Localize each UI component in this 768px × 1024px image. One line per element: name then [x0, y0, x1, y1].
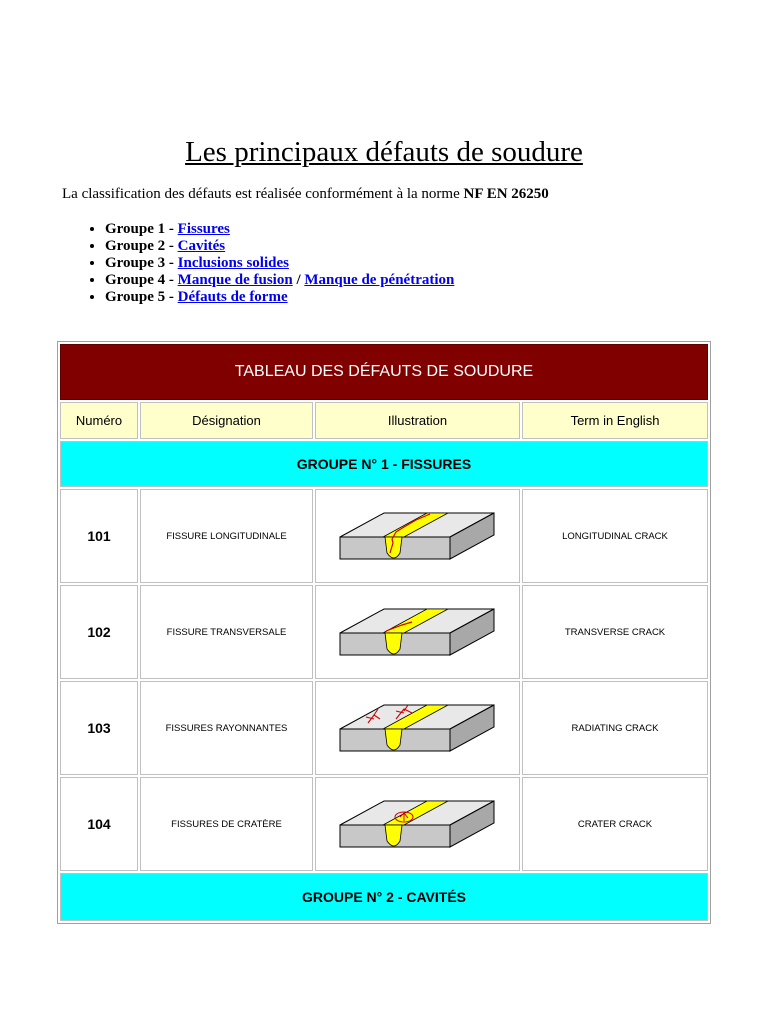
group-item-2 — [105, 238, 454, 255]
group-prefix: Groupe 5 - — [105, 289, 178, 305]
defect-english-term: LONGITUDINAL CRACK — [522, 489, 708, 583]
defect-number: 101 — [60, 489, 138, 583]
defect-english-term: RADIATING CRACK — [522, 681, 708, 775]
column-header-illustration: Illustration — [315, 402, 520, 439]
table-header: TABLEAU DES DÉFAUTS DE SOUDURE — [60, 344, 708, 400]
norm-reference: NF EN 26250 — [463, 186, 549, 202]
longitudinal-crack-illustration — [338, 505, 498, 567]
defect-illustration — [315, 681, 520, 775]
link-inclusions-solides[interactable]: Inclusions solides — [177, 255, 289, 271]
intro-paragraph — [62, 186, 549, 203]
defect-number: 102 — [60, 585, 138, 679]
defect-number: 104 — [60, 777, 138, 871]
defects-table — [57, 341, 711, 924]
defect-designation: FISSURES RAYONNANTES — [140, 681, 313, 775]
link-manque-de-penetration[interactable]: Manque de pénétration — [304, 272, 455, 288]
group-item-3 — [105, 255, 454, 272]
defect-illustration — [315, 585, 520, 679]
transverse-crack-illustration — [338, 601, 498, 663]
link-defauts-de-forme[interactable]: Défauts de forme — [177, 289, 288, 305]
column-header-numero: Numéro — [60, 402, 138, 439]
group-row-fissures: GROUPE N° 1 - FISSURES — [60, 441, 708, 487]
group-item-4 — [105, 272, 454, 289]
defect-designation: FISSURES DE CRATÈRE — [140, 777, 313, 871]
defect-designation: FISSURE TRANSVERSALE — [140, 585, 313, 679]
link-separator: / — [292, 272, 305, 288]
intro-text: La classification des défauts est réalisée conformément à la norme — [62, 186, 464, 202]
defect-english-term: TRANSVERSE CRACK — [522, 585, 708, 679]
crater-crack-illustration — [338, 793, 498, 855]
group-item-1 — [105, 221, 454, 238]
link-cavites[interactable]: Cavités — [177, 238, 226, 254]
group-prefix: Groupe 1 - — [105, 221, 178, 237]
defect-designation: FISSURE LONGITUDINALE — [140, 489, 313, 583]
group-prefix: Groupe 4 - — [105, 272, 178, 288]
defect-illustration — [315, 489, 520, 583]
group-prefix: Groupe 3 - — [105, 255, 178, 271]
link-manque-de-fusion[interactable]: Manque de fusion — [177, 272, 293, 288]
column-header-english: Term in English — [522, 402, 708, 439]
group-prefix: Groupe 2 - — [105, 238, 178, 254]
group-row-cavites: GROUPE N° 2 - CAVITÉS — [60, 873, 708, 921]
defect-english-term: CRATER CRACK — [522, 777, 708, 871]
group-item-5 — [105, 289, 454, 306]
link-fissures[interactable]: Fissures — [177, 221, 230, 237]
column-header-designation: Désignation — [140, 402, 313, 439]
radiating-crack-illustration — [338, 697, 498, 759]
defect-illustration — [315, 777, 520, 871]
defect-number: 103 — [60, 681, 138, 775]
group-list — [80, 221, 454, 306]
page-title: Les principaux défauts de soudure — [185, 136, 583, 168]
